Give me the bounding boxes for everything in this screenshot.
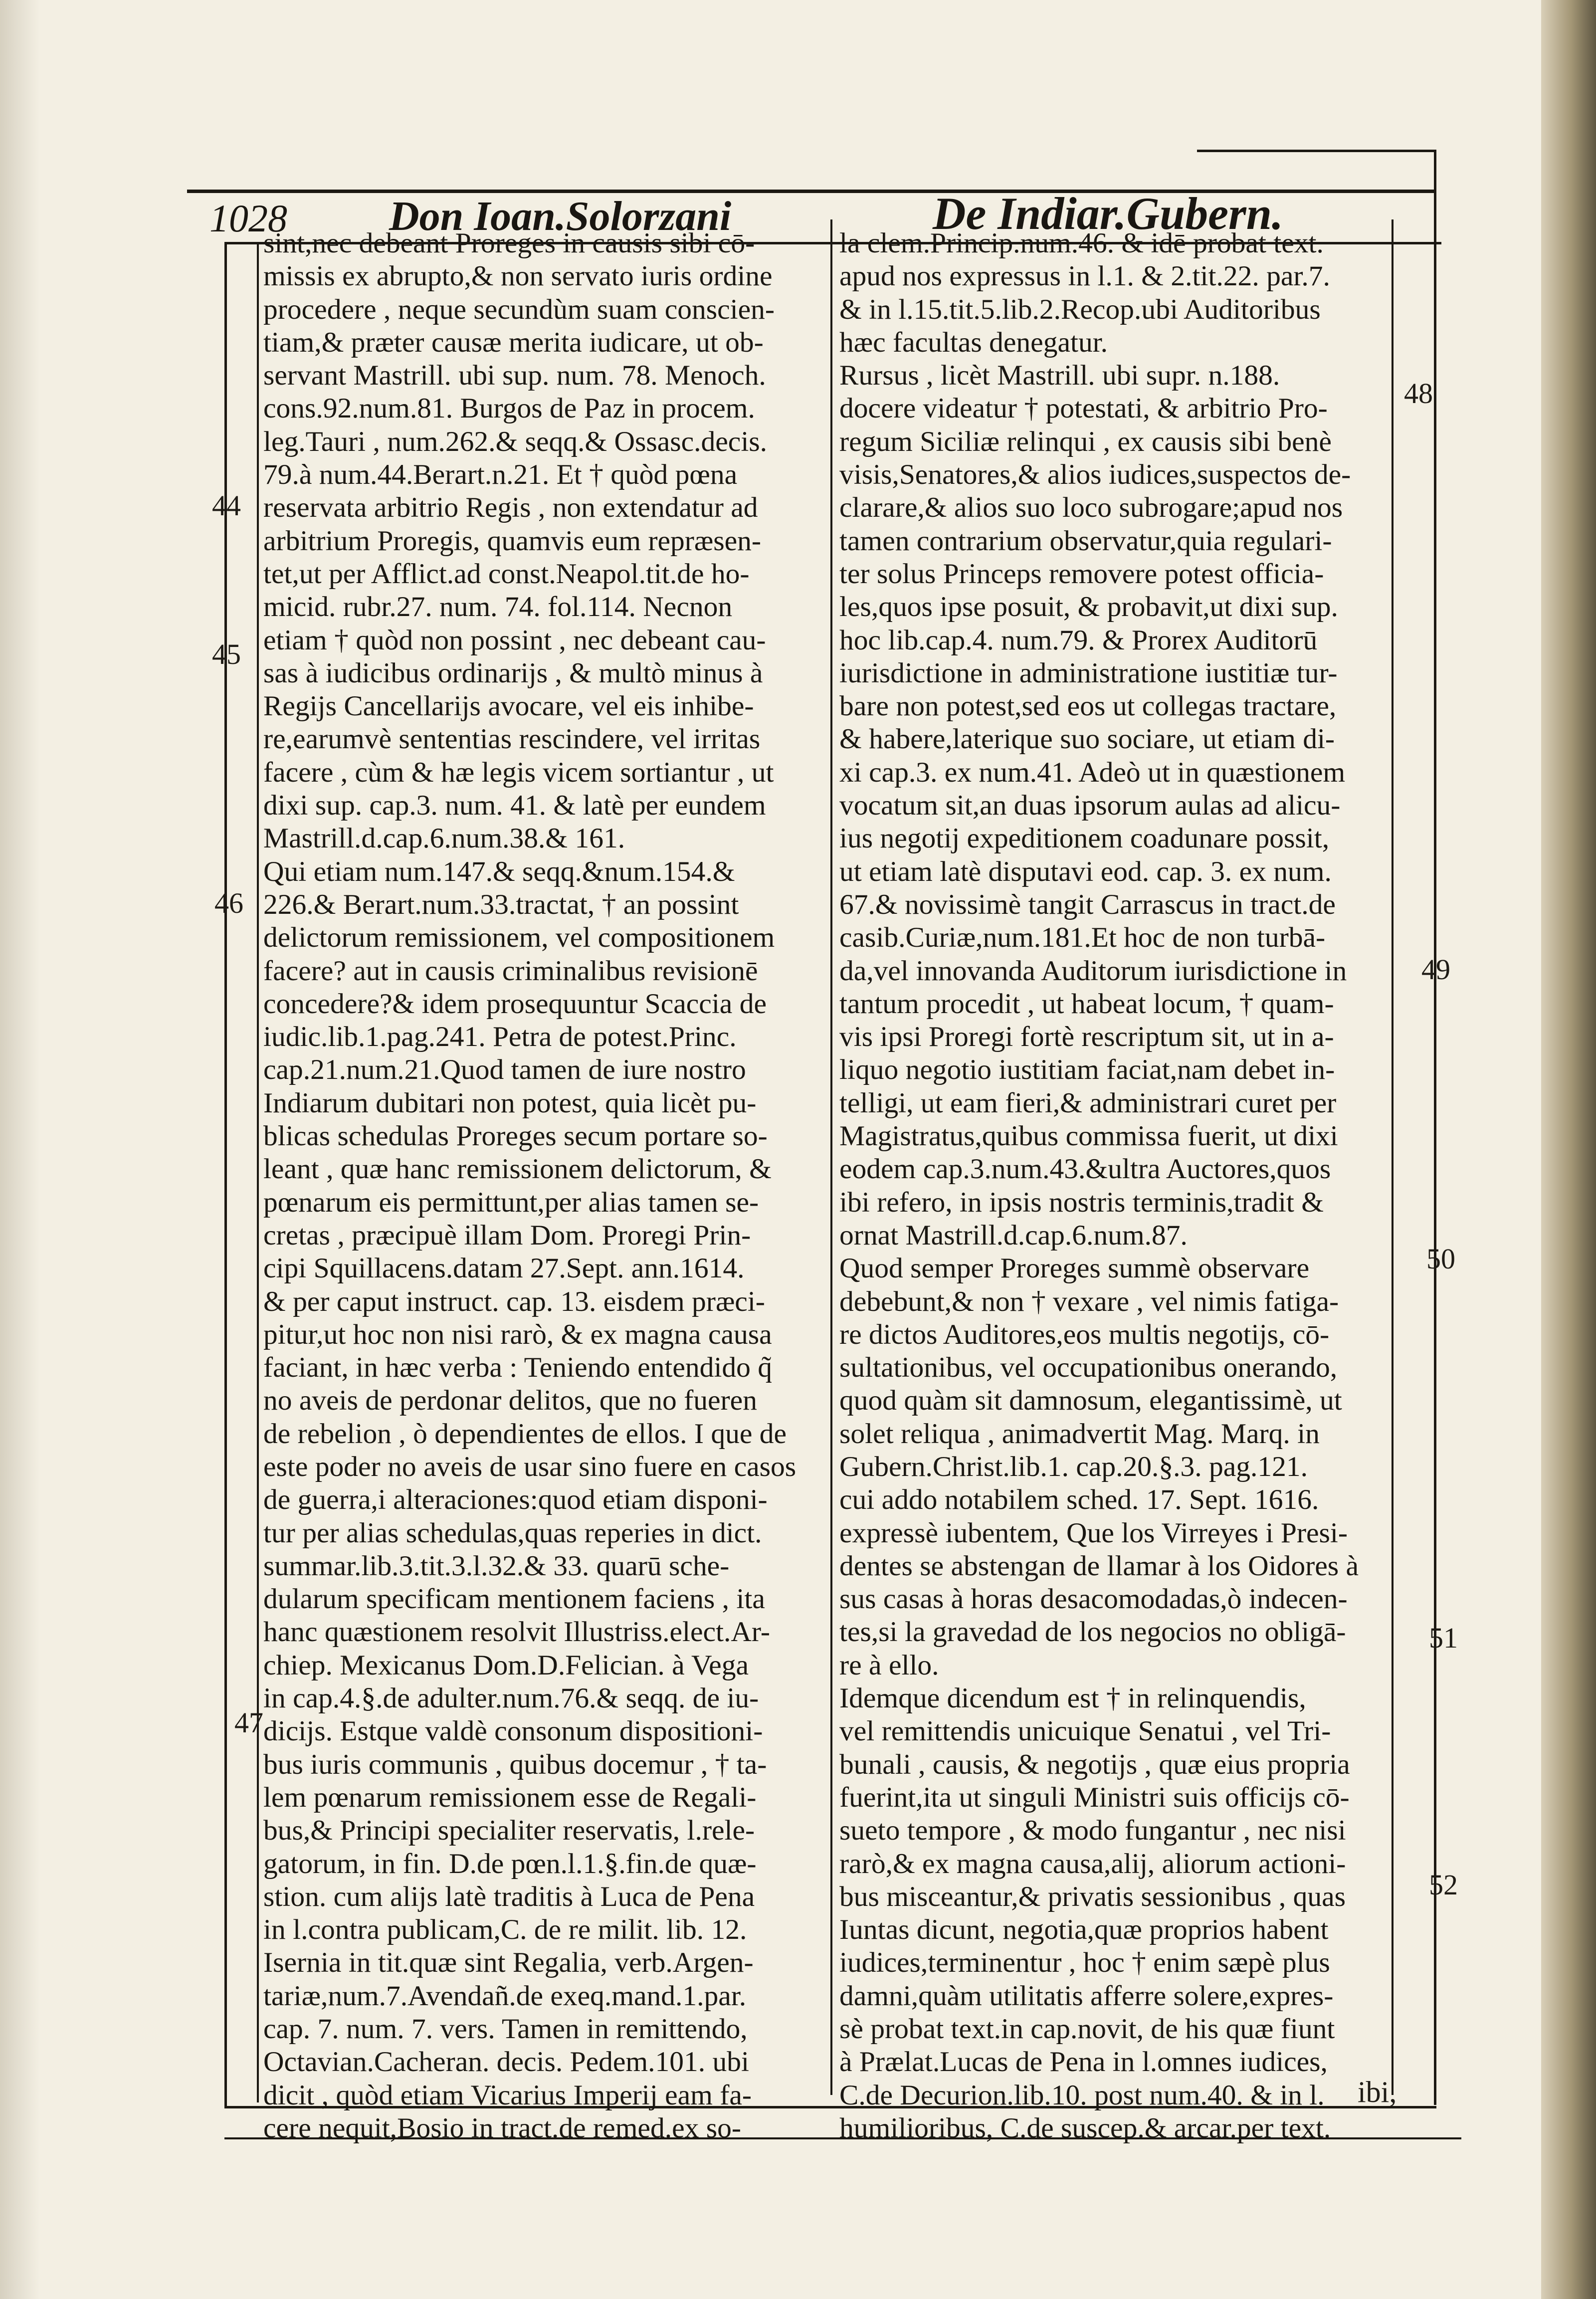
text-line: pitur,ut hoc non nisi rarò, & ex magna causa — [263, 1318, 772, 1350]
text-line: & per caput instruct. cap. 13. eisdem præci- — [263, 1285, 765, 1317]
text-line: ius negotij expeditionem coadunare possit, — [839, 823, 1330, 854]
text-line: etiam † quòd non possint , nec debeant cau- — [263, 624, 766, 656]
text-line: apud nos expressus in l.1. & 2.tit.22. par.7. — [839, 260, 1330, 292]
catchword: ibi, — [1358, 2076, 1397, 2108]
text-line: expressè iubentem, Que los Virreyes i Presi- — [839, 1517, 1348, 1549]
text-line: C.de Decurion.lib.10. post num.40. & in l. — [839, 2079, 1325, 2111]
text-line: vis ipsi Proregi fortè rescriptum sit, ut in a- — [839, 1021, 1334, 1053]
text-line: sint,nec debeant Proreges in causis sibi cō- — [263, 227, 755, 259]
text-line: ter solus Princeps removere potest officia- — [839, 558, 1324, 590]
text-line: regum Siciliæ relinqui , ex causis sibi benè — [839, 425, 1332, 457]
text-line: à Prælat.Lucas de Pena in l.omnes iudices, — [839, 2046, 1328, 2078]
text-line: bare non potest,sed eos ut collegas tractare, — [839, 690, 1337, 722]
text-line: dicit , quòd etiam Vicarius Imperij eam fa- — [263, 2079, 752, 2111]
text-line: Mastrill.d.cap.6.num.38.& 161. — [263, 823, 625, 854]
text-line: sas à iudicibus ordinarijs , & multò minus à — [263, 657, 763, 689]
text-line: cons.92.num.81. Burgos de Paz in procem. — [263, 393, 755, 424]
text-line: da,vel innovanda Auditorum iurisdictione in — [839, 955, 1347, 987]
text-line: de rebelion , ò dependientes de ellos. I que de — [263, 1418, 787, 1450]
text-line: bus,& Principi specialiter reservatis, l.rele- — [263, 1815, 755, 1847]
text-line: cipi Squillacens.datam 27.Sept. ann.1614. — [263, 1253, 745, 1284]
frame-column-rule-left — [257, 242, 259, 2102]
text-line: tur per alias schedulas,quas reperies in dict. — [263, 1517, 762, 1549]
text-line: cap. 7. num. 7. vers. Tamen in remittendo, — [263, 2013, 748, 2045]
page-number: 1028 — [209, 197, 287, 240]
text-line: tes,si la gravedad de los negocios no obligā- — [839, 1616, 1346, 1648]
text-line: re,earumvè sententias rescindere, vel irritas — [263, 723, 761, 755]
text-line: ibi refero, in ipsis nostris terminis,tradit & — [839, 1186, 1324, 1218]
text-line: hanc quæstionem resolvit Illustriss.elect.Ar- — [263, 1616, 771, 1648]
text-line: tamen contrarium observatur,quia regulari- — [839, 525, 1332, 557]
text-line: 226.& Berart.num.33.tractat, † an possint — [263, 888, 739, 920]
text-line: ut etiam latè disputavi eod. cap. 3. ex num. — [839, 855, 1332, 887]
text-line: & habere,laterique suo sociare, ut etiam di- — [839, 723, 1335, 755]
text-line: Idemque dicendum est † in relinquendis, — [839, 1682, 1306, 1714]
text-line: vel remittendis unicuique Senatui , vel Tri- — [839, 1715, 1331, 1747]
text-line: rarò,& ex magna causa,alij, aliorum actioni- — [839, 1848, 1346, 1880]
text-line: sè probat text.in cap.novit, de his quæ fiunt — [839, 2013, 1335, 2045]
margin-number: 51 — [1429, 1622, 1458, 1654]
text-line: Qui etiam num.147.& seqq.&num.154.& — [263, 855, 735, 887]
text-line: damni,quàm utilitatis afferre solere,expres- — [839, 1980, 1334, 2012]
margin-number: 48 — [1404, 377, 1433, 410]
text-line: micid. rubr.27. num. 74. fol.114. Necnon — [263, 591, 733, 623]
text-line: tantum procedit , ut habeat locum, † quam- — [839, 988, 1334, 1020]
running-title-right: De Indiar.Gubern. — [933, 188, 1283, 239]
text-line: dicijs. Estque valdè consonum dispositioni- — [263, 1715, 763, 1747]
text-line: Isernia in tit.quæ sint Regalia, verb.Argen- — [263, 1947, 754, 1979]
text-line: Quod semper Proreges summè observare — [839, 1253, 1310, 1284]
text-line: vocatum sit,an duas ipsorum aulas ad alicu- — [839, 790, 1341, 822]
margin-number: 44 — [212, 489, 241, 522]
text-line: procedere , neque secundùm suam conscien- — [263, 293, 775, 325]
text-line: casib.Curiæ,num.181.Et hoc de non turbā- — [839, 922, 1326, 954]
text-line: debebunt,& non † vexare , vel nimis fatiga- — [839, 1285, 1339, 1317]
text-line: lem pœnarum remissionem esse de Regali- — [263, 1781, 757, 1813]
text-line: Iuntas dicunt, negotia,quæ proprios habent — [839, 1914, 1329, 1946]
frame-column-divider — [830, 219, 832, 2095]
text-line: arbitrium Proregis, quamvis eum repræsen- — [263, 525, 762, 557]
text-line: cere nequit,Bosio in tract.de remed.ex so- — [263, 2112, 741, 2144]
text-line: clarare,& alios suo loco subrogare;apud nos — [839, 492, 1343, 524]
text-line: xi cap.3. ex num.41. Adeò ut in quæstionem — [839, 756, 1346, 788]
text-line: hoc lib.cap.4. num.79. & Prorex Auditorū — [839, 624, 1318, 656]
text-line: chiep. Mexicanus Dom.D.Felician. à Vega — [263, 1649, 749, 1681]
text-line: docere videatur † potestati, & arbitrio Pro- — [839, 393, 1328, 424]
text-line: re dictos Auditores,eos multis negotijs, cō- — [839, 1318, 1330, 1350]
text-line: bus misceantur,& privatis sessionibus , quas — [839, 1881, 1346, 1912]
text-line: iudic.lib.1.pag.241. Petra de potest.Princ. — [263, 1021, 737, 1053]
text-line: Indiarum dubitari non potest, quia licèt pu- — [263, 1087, 757, 1119]
text-line: blicas schedulas Proreges secum portare so- — [263, 1120, 768, 1152]
text-line: dixi sup. cap.3. num. 41. & latè per eundem — [263, 790, 766, 822]
text-line: reservata arbitrio Regis , non extendatur ad — [263, 492, 758, 524]
text-line: ornat Mastrill.d.cap.6.num.87. — [839, 1219, 1188, 1251]
margin-number: 47 — [234, 1706, 263, 1739]
text-line: Regijs Cancellarijs avocare, vel eis inhibe- — [263, 690, 754, 722]
running-title-left: Don Ioan.Solorzani — [389, 193, 732, 239]
text-line: sueto tempore , & modo fungantur , nec nisi — [839, 1815, 1346, 1847]
text-line: delictorum remissionem, vel compositionem — [263, 922, 775, 954]
text-line: tet,ut per Afflict.ad const.Neapol.tit.de ho- — [263, 558, 750, 590]
text-line: iudices,terminentur , hoc † enim sæpè plus — [839, 1947, 1330, 1979]
text-line: tiam,& præter causæ merita iudicare, ut ob- — [263, 326, 764, 358]
text-line: iurisdictione in administratione iustitiæ tur- — [839, 657, 1338, 689]
text-line: Gubern.Christ.lib.1. cap.20.§.3. pag.121. — [839, 1451, 1308, 1482]
text-line: in l.contra publicam,C. de re milit. lib. 12. — [263, 1914, 747, 1946]
text-line: servant Mastrill. ubi sup. num. 78. Menoch. — [263, 360, 766, 392]
text-line: tariæ,num.7.Avendañ.de exeq.mand.1.par. — [263, 1980, 747, 2012]
text-line: la clem.Princip.num.46. & idē probat text. — [839, 227, 1324, 259]
text-line: dentes se abstengan de llamar à los Oidores à — [839, 1550, 1359, 1582]
text-line: bunali , causis, & negotijs , quæ eius propria — [839, 1748, 1350, 1780]
text-line: & in l.15.tit.5.lib.2.Recop.ubi Auditoribus — [839, 293, 1321, 325]
text-line: missis ex abrupto,& non servato iuris ordine — [263, 260, 773, 292]
text-line: leant , quæ hanc remissionem delictorum, & — [263, 1153, 772, 1185]
text-line: solet reliqua , animadvertit Mag. Marq. in — [839, 1418, 1320, 1450]
text-line: cui addo notabilem sched. 17. Sept. 1616. — [839, 1484, 1319, 1516]
text-line: no aveis de perdonar delitos, que no fueren — [263, 1385, 757, 1417]
text-line: les,quos ipse posuit, & probavit,ut dixi sup. — [839, 591, 1338, 623]
text-line: facere , cùm & hæ legis vicem sortiantur , ut — [263, 756, 774, 788]
text-column-right — [839, 227, 1403, 2145]
margin-number: 50 — [1426, 1243, 1455, 1275]
margin-number: 45 — [212, 638, 241, 670]
text-line: facere? aut in causis criminalibus revisionē — [263, 955, 758, 987]
text-line: pœnarum eis permittunt,per alias tamen se- — [263, 1186, 759, 1218]
text-line: bus iuris communis , quibus docemur , † ta- — [263, 1748, 767, 1780]
text-line: leg.Tauri , num.262.& seqq.& Ossasc.decis. — [263, 425, 768, 457]
text-line: Rursus , licèt Mastrill. ubi supr. n.188. — [839, 360, 1280, 392]
text-line: dularum specificam mentionem faciens , ita — [263, 1583, 765, 1615]
text-line: liquo negotio iustitiam faciat,nam debet in- — [839, 1054, 1335, 1086]
text-line: sultationibus, vel occupationibus onerando, — [839, 1352, 1338, 1384]
frame-top-rule-right — [1197, 150, 1436, 152]
text-line: humilioribus, C.de suscep.& arcar.per text. — [839, 2112, 1331, 2144]
text-line: cap.21.num.21.Quod tamen de iure nostro — [263, 1054, 746, 1086]
text-line: sus casas à horas desacomodadas,ò indecen- — [839, 1583, 1348, 1615]
text-line: re à ello. — [839, 1649, 939, 1681]
text-line: eodem cap.3.num.43.&ultra Auctores,quos — [839, 1153, 1331, 1185]
page-gutter-shadow — [0, 0, 40, 2299]
text-line: faciant, in hæc verba : Teniendo entendido q̃ — [263, 1352, 773, 1384]
margin-number: 46 — [214, 887, 243, 919]
margin-number: 49 — [1421, 953, 1450, 986]
text-column-left — [263, 227, 822, 2145]
text-line: in cap.4.§.de adulter.num.76.& seqq. de iu- — [263, 1682, 759, 1714]
text-line: summar.lib.3.tit.3.l.32.& 33. quarū sche- — [263, 1550, 730, 1582]
text-line: quod quàm sit damnosum, elegantissimè, ut — [839, 1385, 1342, 1417]
text-line: 79.à num.44.Berart.n.21. Et † quòd pœna — [263, 459, 738, 491]
text-line: 67.& novissimè tangit Carrascus in tract.de — [839, 888, 1336, 920]
text-line: fuerint,ita ut singuli Ministri suis officijs cō- — [839, 1781, 1350, 1813]
text-line: concedere?& idem prosequuntur Scaccia de — [263, 988, 767, 1020]
text-line: Magistratus,quibus commissa fuerit, ut dixi — [839, 1120, 1338, 1152]
text-line: visis,Senatores,& alios iudices,suspectos de- — [839, 459, 1351, 491]
text-line: cretas , præcipuè illam Dom. Proregi Prin- — [263, 1219, 751, 1251]
text-line: hæc facultas denegatur. — [839, 326, 1108, 358]
text-line: telligi, ut eam fieri,& administrari curet per — [839, 1087, 1337, 1119]
text-line: gatorum, in fin. D.de pœn.l.1.§.fin.de quæ- — [263, 1848, 757, 1880]
text-line: de guerra,i alteraciones:quod etiam disponi- — [263, 1484, 768, 1516]
text-line: Octavian.Cacheran. decis. Pedem.101. ubi — [263, 2046, 749, 2078]
text-line: stion. cum alijs latè traditis à Luca de Pena — [263, 1881, 755, 1912]
text-line: este poder no aveis de usar sino fuere en casos — [263, 1451, 797, 1482]
margin-number: 52 — [1429, 1869, 1458, 1901]
frame-right-rule — [1434, 152, 1436, 2105]
